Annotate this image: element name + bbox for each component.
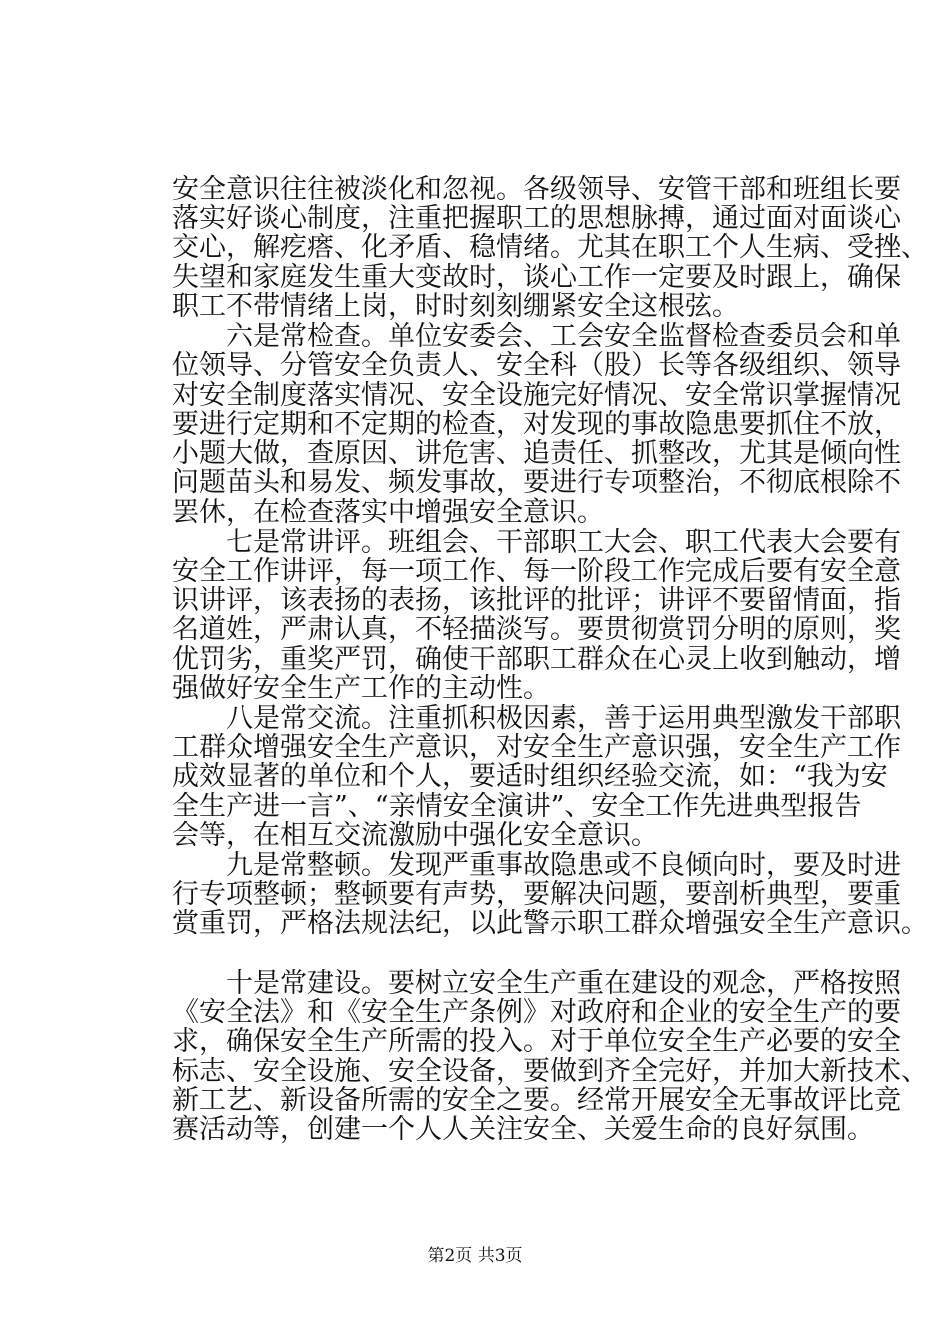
text-line: 问题苗头和易发、频发事故，要进行专项整治，不彻底根除不 [172, 467, 901, 498]
text-line: 交心，解疙瘩、化矛盾、稳情绪。尤其在职工个人生病、受挫、 [172, 232, 928, 263]
text-line: 安全工作讲评，每一项工作、每一阶段工作完成后要有安全意 [172, 556, 901, 587]
text-line: 强做好安全生产工作的主动性。 [172, 673, 550, 704]
text-line: 名道姓，严肃认真，不轻描淡写。要贯彻赏罚分明的原则，奖 [172, 614, 901, 645]
text-line: 工群众增强安全生产意识，对安全生产意识强，安全生产工作 [172, 732, 901, 763]
text-line: 行专项整顿；整顿要有声势，要解决问题，要剖析典型，要重 [172, 879, 901, 910]
text-line: 职工不带情绪上岗，时时刻刻绷紧安全这根弦。 [172, 291, 739, 322]
text-line: 新工艺、新设备所需的安全之要。经常开展安全无事故评比竞 [172, 1085, 901, 1116]
text-line: 小题大做，查原因、讲危害、追责任、抓整改，尤其是倾向性 [172, 438, 901, 469]
text-line: 对安全制度落实情况、安全设施完好情况、安全常识掌握情况 [172, 380, 901, 411]
text-line: 成效显著的单位和个人，要适时组织经验交流，如：“我为安 [172, 761, 888, 792]
paragraph-first-line: 八是常交流。注重抓积极因素，善于运用典型激发干部职 [172, 703, 901, 734]
text-line: 要进行定期和不定期的检查，对发现的事故隐患要抓住不放， [172, 409, 901, 440]
text-line: 赏重罚，严格法规法纪，以此警示职工群众增强安全生产意识。 [172, 908, 928, 939]
text-line: 识讲评，该表扬的表扬，该批评的批评；讲评不要留情面，指 [172, 585, 901, 616]
text-line: 优罚劣，重奖严罚，确使干部职工群众在心灵上收到触动，增 [172, 644, 901, 675]
text-line: 赛活动等，创建一个人人关注安全、关爱生命的良好氛围。 [172, 1114, 874, 1145]
paragraph-first-line: 十是常建设。要树立安全生产重在建设的观念，严格按照 [172, 968, 901, 999]
text-line: 失望和家庭发生重大变故时，谈心工作一定要及时跟上，确保 [172, 262, 901, 293]
text-line: 安全意识往往被淡化和忽视。各级领导、安管干部和班组长要 [172, 174, 901, 205]
text-line: 位领导、分管安全负责人、安全科（股）长等各级组织、领导 [172, 350, 901, 381]
text-line: 《安全法》和《安全生产条例》对政府和企业的安全生产的要 [172, 997, 901, 1028]
text-line: 罢休，在检查落实中增强安全意识。 [172, 497, 604, 528]
paragraph-first-line: 七是常讲评。班组会、干部职工大会、职工代表大会要有 [172, 527, 901, 558]
paragraph-first-line: 九是常整顿。发现严重事故隐患或不良倾向时，要及时进 [172, 850, 901, 881]
text-line: 全生产进一言”、“亲情安全演讲”、安全工作先进典型报告 [172, 791, 862, 822]
text-line: 落实好谈心制度，注重把握职工的思想脉搏，通过面对面谈心 [172, 203, 901, 234]
text-line: 求，确保安全生产所需的投入。对于单位安全生产必要的安全 [172, 1026, 901, 1057]
paragraph-first-line: 六是常检查。单位安委会、工会安全监督检查委员会和单 [172, 321, 901, 352]
page-number: 第2页 共3页 [427, 1246, 523, 1266]
text-line: 会等，在相互交流激励中强化安全意识。 [172, 820, 658, 851]
text-line: 标志、安全设施、安全设备，要做到齐全完好，并加大新技术、 [172, 1056, 928, 1087]
